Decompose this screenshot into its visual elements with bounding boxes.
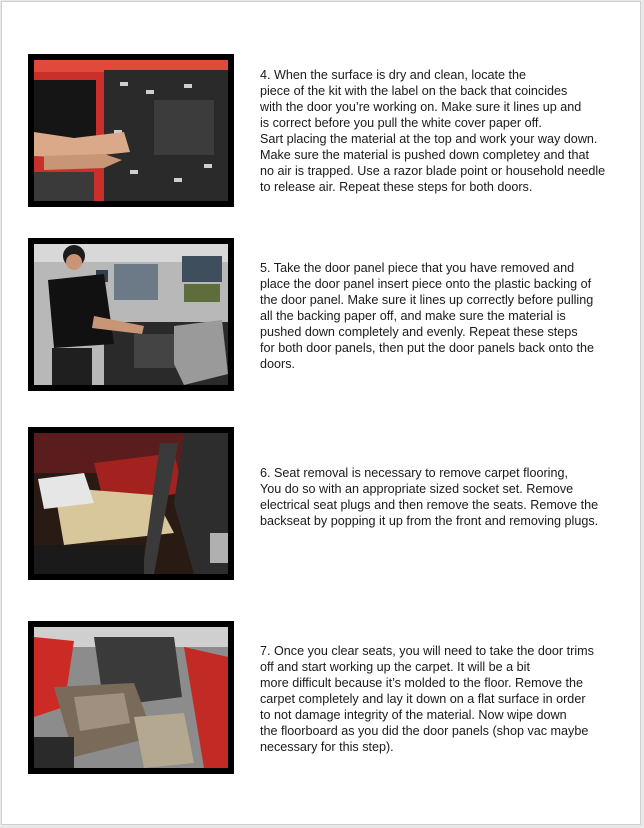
step-text-line: doors. [260, 357, 296, 371]
step-6-instructions [260, 465, 632, 529]
step-text-line: electrical seat plugs and then remove the seats. Remove the [260, 498, 599, 512]
step-text-line: to release air. Repeat these steps for both doors. [260, 180, 533, 194]
step-text-line: necessary for this step). [260, 740, 394, 754]
step-4-photo-door-insulation [28, 54, 234, 207]
step-text-line: Make sure the material is pushed down completey and that [260, 148, 590, 162]
step-7-instructions [260, 643, 632, 755]
step-text-line: no air is trapped. Use a razor blade point or household needle [260, 164, 606, 178]
step-text-line: the floorboard as you did the door panels (shop vac maybe [260, 724, 589, 738]
step-7-photo-carpet-removal [28, 621, 234, 774]
step-text-line: carpet completely and lay it down on a flat surface in order [260, 692, 586, 706]
step-text-line: all the backing paper off, and make sure the material is [260, 309, 566, 323]
step-text-line: 7. Once you clear seats, you will need to take the door trims [260, 644, 594, 658]
step-text-line: 5. Take the door panel piece that you have removed and [260, 261, 575, 275]
step-5-photo-door-panel [28, 238, 234, 391]
step-4-instructions [260, 67, 632, 195]
step-text-line: 6. Seat removal is necessary to remove carpet flooring, [260, 466, 568, 480]
step-text-line: piece of the kit with the label on the back that coincides [260, 84, 568, 98]
step-text-line: place the door panel insert piece onto the plastic backing of [260, 277, 592, 291]
instruction-page [1, 1, 641, 825]
step-text-line: off and start working up the carpet. It will be a bit [260, 660, 530, 674]
step-text-line: for both door panels, then put the door panels back onto the [260, 341, 594, 355]
step-text-line: with the door you’re working on. Make sure it lines up and [260, 100, 582, 114]
step-text-line: is correct before you pull the white cover paper off. [260, 116, 542, 130]
step-text-line: more difficult because it’s molded to the floor. Remove the [260, 676, 583, 690]
step-6-photo-seat-removal [28, 427, 234, 580]
step-text-line: You do so with an appropriate sized socket set. Remove [260, 482, 574, 496]
step-text-line: backseat by popping it up from the front and removing plugs. [260, 514, 599, 528]
step-text-line: Sart placing the material at the top and work your way down. [260, 132, 598, 146]
step-text-line: pushed down completely and evenly. Repeat these steps [260, 325, 578, 339]
step-text-line: the door panel. Make sure it lines up correctly before pulling [260, 293, 594, 307]
step-text-line: 4. When the surface is dry and clean, locate the [260, 68, 527, 82]
step-5-instructions [260, 260, 632, 372]
step-text-line: to not damage integrity of the material. Now wipe down [260, 708, 567, 722]
